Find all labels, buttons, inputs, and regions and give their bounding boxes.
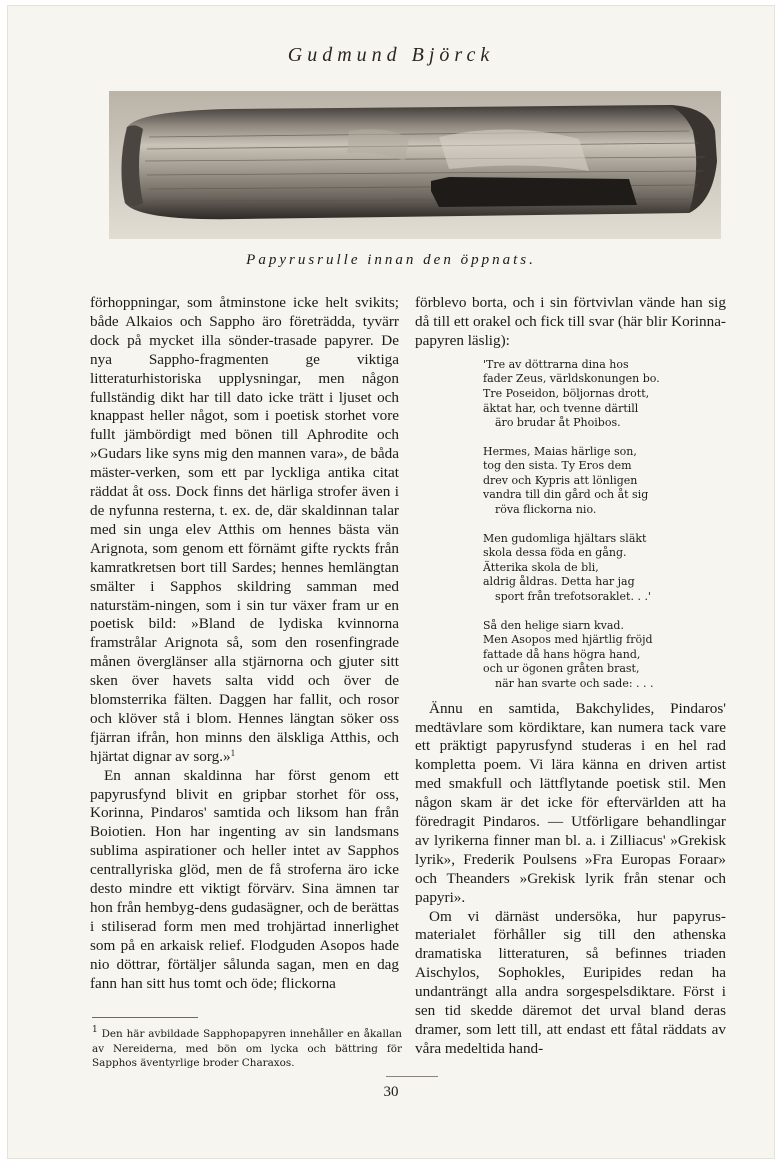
body-paragraph: Om vi därnäst undersöka, hur papyrus-materialet förhåller sig till den athenska dramatiska litteraturen, så befinnes triaden Aischylos, Sophokles, Euripides redan ha undanträngt alla andra sorgespelsdiktare. Först i sen tid skedde däremot det urval bland deras dramer, som lett till, att endast ett fåtal räddats av våra medeltida hand-	[415, 907, 726, 1057]
poem-line: äro brudar åt Phoibos.	[495, 416, 621, 430]
poem-line: Tre Poseidon, böljornas drott,	[483, 386, 650, 400]
poem-line: tog den sista. Ty Eros dem	[483, 459, 632, 473]
footnote	[92, 1027, 402, 1071]
right-column	[415, 294, 726, 1059]
poem-line: 'Tre av döttrarna dina hos	[483, 357, 629, 371]
page-number: 30	[383, 1084, 399, 1100]
footnote-divider	[92, 1017, 198, 1018]
poem-line: fattade då hans högra hand,	[483, 647, 641, 661]
footnote-number: 1	[92, 1025, 98, 1035]
poem-stanza	[483, 619, 726, 692]
poem-line: fader Zeus, världskonungen bo.	[483, 372, 660, 386]
poem-line: Men gudomliga hjältars släkt	[483, 531, 647, 545]
poem-line: när han svarte och sade: . . .	[495, 677, 654, 690]
body-paragraph: förhoppningar, som åtminstone icke helt svikits; både Alkaios och Sappho äro företrädda, tyvärr dock på mycket illa sönder-trasade papyrer. De nya Sappho-fragmenten ge viktiga litteraturhistoriska upplysningar, men någon fullständig dikt har till dato icke trätt i ljuset och knappast heller något, som i poetisk storhet vore fullt jämbördigt med bönen till Aphrodite och »Gudars like syns mig den mannen vara», de båda mäster-verken, som ett par lyckliga antika citat räddat åt oss. Dock finns det härliga strofer även i de nyfunna resterna, t. ex. de, där skaldinnan talar med sin unga elev Atthis om hennes bästa vän Arignota, som genom ett förnämt gifte ryckts från kamratkretsen bort till Sardes; hennes hemlängtan smälter i Sapphos skildring samman med naturstäm-ningen, som i sin tur växer fram ur en poetisk bild: »Bland de lydiska kvinnorna framstrålar Arignota så, som den rosenfingrade månen överglänser alla stjärnorna och gjuter sitt sken över havets salta vidd och över de blomsterrika fälten. Daggen har fallit, och rosor och klöver stå i blom. Hennes längtan söker oss fjärran ifrån, hon minns den älskliga Atthis, och hjärtat dignar av sorg.»$^1$	[90, 294, 399, 765]
body-paragraph: En annan skaldinna har först genom ett papyrusfynd blivit en gripbar storhet för oss, Korinna, Pindaros' samtida och liksom han från Boiotien. Hon har ingenting av sin landsmans sublima aspirationer och heller intet av Sapphos centrallyriska glöd, men de få stroferna äro icke desto mindre ett viktigt förvärv. Sina ämnen tar hon från hembyg-dens gudasägner, och de berättas i stiliserad form men med trohjärtad innerlighet som på en arkaisk relief. Flodguden Asopos hade nio döttrar, förtäljer sålunda sagan, men en dag fann han sitt hus tomt och öde; flickorna	[90, 766, 399, 992]
korinna-poem	[483, 358, 726, 692]
poem-line: Hermes, Maias härlige son,	[483, 444, 637, 458]
poem-stanza	[483, 532, 726, 605]
footnote-text: Den här avbildade Sapphopapyren innehåller en åkallan av Nereiderna, med bön om lycka och bättring för Sapphos äventyrlige broder Charaxos.	[92, 1028, 402, 1069]
papyrus-roll-illustration	[109, 91, 721, 239]
poem-line: Men Asopos med hjärtlig fröjd	[483, 633, 653, 647]
poem-line: röva flickorna nio.	[495, 503, 597, 517]
running-title: Gudmund Björck	[287, 44, 495, 66]
poem-stanza	[483, 445, 726, 518]
poem-line: Ätterika skola de bli,	[483, 560, 599, 574]
poem-line: skola dessa föda en gång.	[483, 546, 627, 560]
body-paragraph: förblevo borta, och i sin förtvivlan vände han sig då till ett orakel och fick till svar (här blir Korinna-papyren läslig):	[415, 294, 726, 349]
footnote-marker: 1	[230, 747, 236, 758]
figure-caption: Papyrusrulle innan den öppnats.	[246, 252, 536, 268]
poem-line: äktat har, och tvenne därtill	[483, 401, 639, 415]
poem-line: aldrig åldras. Detta har jag	[483, 575, 635, 589]
page-number-rule	[386, 1076, 438, 1077]
poem-stanza	[483, 358, 726, 431]
poem-line: sport från trefotsoraklet. . .'	[495, 590, 651, 604]
body-paragraph: Ännu en samtida, Bakchylides, Pindaros' medtävlare som kördiktare, kan numera tack vare ett präktigt papyrusfynd studeras i en hel rad kompletta poem. Vi lära känna en driven artist med smakfull och lättflytande poetisk stil. Men någon skam är det icke för eftervärlden att ha föredragit Pindaros. — Utförligare behandlingar av lyrikerna finner man bl. a. i Zilliacus' »Grekisk lyrik», Frederik Poulsens »Fra Europas Foraar» och Theanders »Grekisk lyrik från stenar och papyri».	[415, 699, 726, 906]
poem-line: vandra till din gård och åt sig	[483, 488, 649, 502]
poem-line: och ur ögonen gråten brast,	[483, 662, 640, 676]
papyrus-roll-photo	[109, 91, 721, 239]
book-page	[8, 6, 774, 1158]
poem-line: Så den helige siarn kvad.	[483, 618, 624, 632]
poem-line: drev och Kypris att lönligen	[483, 473, 638, 487]
left-column	[90, 294, 399, 994]
